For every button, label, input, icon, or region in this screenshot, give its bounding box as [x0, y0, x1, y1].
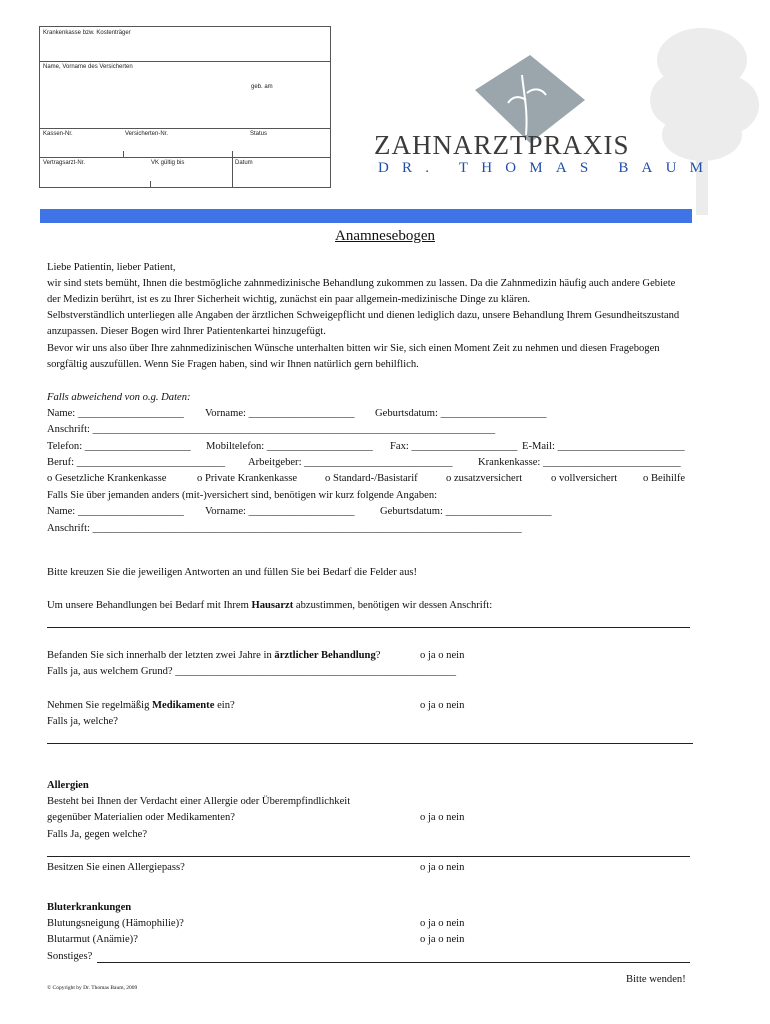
- insured-number-label: Versicherten-Nr.: [125, 131, 169, 137]
- coinsured-birth-date-field[interactable]: Geburtsdatum: ____________________: [380, 506, 552, 517]
- coinsured-name-field[interactable]: Name: ____________________: [47, 506, 184, 517]
- allergy-pass-options[interactable]: o ja o nein: [420, 862, 465, 873]
- health-insurer-field[interactable]: Krankenkasse: __________________________: [478, 457, 681, 468]
- allergy-line[interactable]: [47, 856, 690, 857]
- medical-question-keyword: ärztlicher Behandlung: [274, 650, 376, 661]
- name-field[interactable]: Name: ____________________: [47, 408, 184, 419]
- copyright: © Copyright by Dr. Thomas Baum, 2009: [47, 985, 138, 991]
- field-divider: [150, 181, 151, 187]
- medication-question-pre: Nehmen Sie regelmäßig: [47, 700, 150, 711]
- medical-treatment-question: [47, 650, 380, 662]
- field-divider: [232, 157, 233, 187]
- vk-valid-label: VK gültig bis: [151, 160, 185, 166]
- medication-question-post: ein?: [217, 700, 235, 711]
- insurance-option-full[interactable]: o vollversichert: [551, 473, 618, 484]
- intro-line: sorgfältig auszufüllen. Wenn Sie Fragen haben, sind wir Ihnen natürlich gern behilflich.: [47, 359, 419, 370]
- birth-date-label: geb. am: [251, 84, 273, 90]
- gp-address-line[interactable]: [47, 627, 690, 628]
- intro-line: Liebe Patientin, lieber Patient,: [47, 262, 176, 273]
- anemia-question: Blutarmut (Anämie)?: [47, 934, 138, 945]
- medication-line[interactable]: [47, 743, 693, 744]
- insured-name-label: Name, Vorname des Versicherten: [43, 64, 133, 70]
- employer-field[interactable]: Arbeitgeber: ____________________________: [248, 457, 453, 468]
- intro-line: der Medizin berührt, ist es zu Ihrer Sicherheit wichtig, zunächst ein paar allgemein-medizinische Dinge zu klären.: [47, 294, 531, 305]
- blood-disorders-heading: Bluterkrankungen: [47, 902, 132, 913]
- page-title: Anamnesebogen: [335, 228, 435, 244]
- allergies-heading: Allergien: [47, 780, 89, 791]
- email-field[interactable]: E-Mail: ________________________: [522, 441, 685, 452]
- medical-reason-field[interactable]: Falls ja, aus welchem Grund? _____________________________________________________: [47, 666, 457, 677]
- medication-question: [47, 700, 235, 712]
- insurer-label: Krankenkasse bzw. Kostenträger: [43, 30, 131, 36]
- medical-question-pre: Befanden Sie sich innerhalb der letzten zwei Jahre in: [47, 650, 272, 661]
- intro-line: Selbstverständlich unterliegen alle Angaben der ärztlichen Schweigepflicht und dienen lediglich dazu, unsere Behandlung Ihrem Gesundheitszustand: [47, 310, 680, 321]
- tree-watermark-icon: [640, 20, 765, 220]
- doctor-date-row[interactable]: [40, 157, 330, 187]
- fax-field[interactable]: Fax: ____________________: [390, 441, 518, 452]
- gp-question-keyword: Hausarzt: [251, 600, 294, 611]
- birth-date-field[interactable]: Geburtsdatum: ____________________: [375, 408, 547, 419]
- gp-question-pre: Um unsere Behandlungen bei Bedarf mit Ihrem: [47, 600, 249, 611]
- allergy-question-line: gegenüber Materialien oder Medikamenten?: [47, 812, 235, 823]
- mobile-field[interactable]: Mobiltelefon: ____________________: [206, 441, 373, 452]
- gp-question: [47, 600, 492, 612]
- insurance-option-statutory[interactable]: o Gesetzliche Krankenkasse: [47, 473, 167, 484]
- first-name-field[interactable]: Vorname: ____________________: [205, 408, 355, 419]
- please-turn-note: Bitte wenden!: [626, 974, 686, 985]
- gp-question-post: abzustimmen, benötigen wir dessen Anschrift:: [295, 600, 493, 611]
- intro-line: anzupassen. Dieser Bogen wird Ihrer Patientenkartei hinzugefügt.: [47, 326, 326, 337]
- fund-number-label: Kassen-Nr.: [43, 131, 73, 137]
- coinsured-first-name-field[interactable]: Vorname: ____________________: [205, 506, 355, 517]
- phone-field[interactable]: Telefon: ____________________: [47, 441, 191, 452]
- intro-line: Bevor wir uns also über Ihre zahnmedizinischen Wünsche unterhalten bitten wir Sie, sich einen Moment Zeit zu nehmen und diesen Fragebogen: [47, 343, 660, 354]
- date-label: Datum: [235, 160, 253, 166]
- other-line[interactable]: [97, 962, 690, 963]
- profession-field[interactable]: Beruf: ____________________________: [47, 457, 226, 468]
- personal-data-heading: Falls abweichend von o.g. Daten:: [47, 392, 191, 403]
- allergy-which-label: Falls Ja, gegen welche?: [47, 829, 148, 840]
- medical-treatment-options[interactable]: o ja o nein: [420, 650, 465, 661]
- insurance-option-basic[interactable]: o Standard-/Basistarif: [325, 473, 418, 484]
- medical-question-post: ?: [375, 650, 381, 661]
- status-label: Status: [250, 131, 268, 137]
- coinsured-address-field[interactable]: Anschrift: _________________________________________________________________________________: [47, 523, 522, 534]
- insurance-option-private[interactable]: o Private Krankenkasse: [197, 473, 298, 484]
- doctor-name: DR. THOMAS BAUM: [378, 160, 717, 176]
- insured-name-field[interactable]: [40, 61, 330, 129]
- coinsured-note: Falls Sie über jemanden anders (mit-)versichert sind, benötigen wir kurz folgende Angaben:: [47, 490, 438, 501]
- allergy-options[interactable]: o ja o nein: [420, 812, 465, 823]
- intro-line: wir sind stets bemüht, Ihnen die bestmögliche zahnmedizinische Behandlung zukommen zu lassen. Da die Zahnmedizin häufig auch andere Gebiete: [47, 278, 676, 289]
- other-question: Sonstiges?: [47, 951, 93, 962]
- header-banner: [40, 209, 692, 223]
- practice-name: ZAHNARZTPRAXIS: [374, 130, 630, 160]
- allergy-pass-question: Besitzen Sie einen Allergiepass?: [47, 862, 185, 873]
- insurance-option-allowance[interactable]: o Beihilfe: [643, 473, 686, 484]
- insurance-numbers-row[interactable]: [40, 128, 330, 158]
- doctor-number-label: Vertragsarzt-Nr.: [43, 160, 86, 166]
- insurer-field[interactable]: [40, 27, 330, 62]
- medication-question-keyword: Medikamente: [152, 700, 215, 711]
- anemia-options[interactable]: o ja o nein: [420, 934, 465, 945]
- hemophilia-options[interactable]: o ja o nein: [420, 918, 465, 929]
- medication-options[interactable]: o ja o nein: [420, 700, 465, 711]
- insurance-option-supplementary[interactable]: o zusatzversichert: [446, 473, 523, 484]
- medication-which-label: Falls ja, welche?: [47, 716, 118, 727]
- hemophilia-question: Blutungsneigung (Hämophilie)?: [47, 918, 184, 929]
- address-field[interactable]: Anschrift: ____________________________________________________________________________: [47, 424, 496, 435]
- insurance-header-box: [39, 26, 331, 188]
- instructions: Bitte kreuzen Sie die jeweiligen Antworten an und füllen Sie bei Bedarf die Felder aus!: [47, 567, 418, 578]
- allergy-question-line: Besteht bei Ihnen der Verdacht einer Allergie oder Überempfindlichkeit: [47, 796, 351, 807]
